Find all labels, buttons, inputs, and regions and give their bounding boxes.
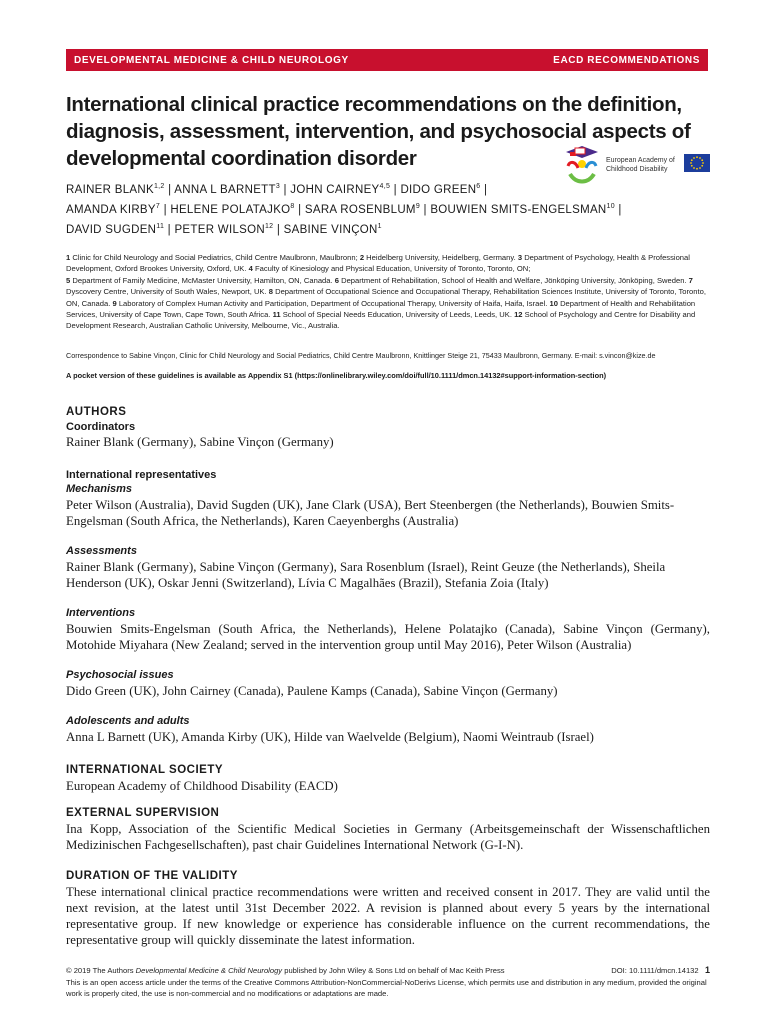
author-name: JOHN CAIRNEY [290,184,380,196]
supervision-text: Ina Kopp, Association of the Scientific Medical Societies in Germany (Arbeitsgemeinschaft der Wissenschaftlichen Medizinischen Fachgesellschaften), past chair Guidelines International Network (G-I-N). [66,822,710,852]
affiliation-text: Department of Occupational Science and Occupational Therapy, Rehabilitation Sciences Institute, University of Toronto, Toronto, ON, Canada. [66,287,706,308]
interventions-section [66,606,710,653]
subsection-heading: Assessments [66,545,137,557]
affiliation-number: 5 [66,275,71,285]
affiliation-number: 4 [248,264,253,274]
validity-text: These international clinical practice recommendations were written and received consent in 2017. They are valid until the next revision, at the latest until 31st December 2022. A revision is planned about every 5 years by the international representative group. If new knowledge or experience has considerable influence on the current recommendations, the representative group will quickly disseminate the latest information. [66,885,710,947]
assessments-section [66,544,710,591]
author-name: BOUWIEN SMITS-ENGELSMAN [430,204,607,216]
author-list [66,180,716,240]
copyright-line [66,965,505,977]
page-footer [66,965,710,1000]
affiliation-number: 8 [268,287,273,297]
international-representatives [66,468,710,529]
author-name: HELENE POLATAJKO [170,204,291,216]
copyright-prefix: © 2019 The Authors [66,966,136,975]
affiliation-text: Faculty of Kinesiology and Physical Education, University of Toronto, Toronto, ON; [254,264,531,274]
author-name: RAINER BLANK [66,184,154,196]
author-name: PETER WILSON [174,224,265,236]
affiliation-text: Department of Psychology, Health & Professional Development, Oxford Brookes University, Oxford, UK. [66,253,690,274]
affiliation-text: Clinic for Child Neurology and Social Pediatrics, Child Centre Maulbronn, Maulbronn; [72,253,358,262]
article-title: International clinical practice recommendations on the definition, diagnosis, assessment, intervention, and psychosocial aspects of developmental coordination disorder [66,93,691,170]
affiliation-number: 11 [272,310,281,320]
author-affiliation-marker: 12 [264,223,274,231]
journal-name: DEVELOPMENTAL MEDICINE & CHILD NEUROLOGY [74,54,349,66]
eacd-logo-text: European Academy of Childhood Disability [606,157,675,173]
author-name: DAVID SUGDEN [66,224,157,236]
affiliation-text: School of Special Needs Education, University of Leeds, Leeds, UK. [282,310,512,320]
journal-header-bar [66,49,708,71]
mechanisms-text: Peter Wilson (Australia), David Sugden (UK), Jane Clark (USA), Bert Steenbergen (the Netherlands), Bouwien Smits-Engelsman (South Africa, the Netherlands), Karen Caeyenberghs (Australia) [66,498,675,528]
affiliation-number: 2 [359,253,365,262]
copyright-journal: Developmental Medicine & Child Neurology [135,966,283,975]
affiliation-number: 10 [549,298,558,308]
author-affiliation-marker: 8 [290,203,295,211]
footer-row [66,965,710,977]
author-name: AMANDA KIRBY [66,204,156,216]
affiliation-number: 6 [334,275,339,285]
validity-section [66,869,710,948]
author-name: SARA ROSENBLUM [304,204,416,216]
author-affiliation-marker: 1,2 [153,183,165,191]
affiliation-text: Heidelberg University, Heidelberg, Germany. [366,253,516,262]
eu-flag-icon [684,154,710,172]
affiliation-number: 12 [514,310,523,320]
section-heading: DURATION OF THE VALIDITY [66,870,238,882]
affiliations [66,252,710,332]
author-affiliation-marker: 9 [415,203,421,211]
page-number: 1 [704,965,710,975]
psychosocial-text: Dido Green (UK), John Cairney (Canada), Paulene Kamps (Canada), Sabine Vinçon (Germany) [66,684,558,698]
doi-link[interactable]: DOI: 10.1111/dmcn.14132 [611,966,699,975]
affiliation-text: School of Psychology and Centre for Disability and Development Research, Australian Catholic University, Melbourne, Vic., Australia. [66,310,696,331]
affiliation-number: 1 [66,253,71,262]
affiliation-text: Laboratory of Complex Human Activity and Participation, Department of Occupational Therapy, University of Haifa, Haifa, Israel. [118,298,548,308]
affiliation-number: 7 [688,275,693,285]
author-affiliation-marker: 6 [476,183,481,191]
author-line-3: DAVID SUGDEN$^{11}$ | PETER WILSON$^{12}$ | SABINE VINÇON$^1$ [66,223,382,236]
supervision-section [66,806,710,853]
affiliation-text: Department of Health and Rehabilitation Services, University of Cape Town, Cape Town, South Africa. [66,298,696,320]
coordinators-text: Rainer Blank (Germany), Sabine Vinçon (Germany) [66,435,334,449]
license-text: This is an open access article under the terms of the Creative Commons Attribution-NonCommercial-NoDerivs License, which permits use and distribution in any medium, provided the original work is properly cited, the use is non-commercial and no modifications or adaptations are made. [66,977,707,999]
author-affiliation-marker: 7 [155,203,161,211]
copyright-suffix: published by John Wiley & Sons Ltd on behalf of Mac Keith Press [282,966,505,975]
section-heading: AUTHORS [66,406,127,418]
authors-section [66,405,710,450]
section-heading: INTERNATIONAL SOCIETY [66,764,224,776]
adolescents-text: Anna L Barnett (UK), Amanda Kirby (UK), Hilde van Waelvelde (Belgium), Naomi Weintraub (Israel) [66,730,594,744]
pocket-version-note: A pocket version of these guidelines is available as Appendix S1 (https://onlinelibrary.wiley.com/doi/full/10.1111/dmcn.14132#support-information-section) [66,371,607,380]
author-affiliation-marker: 1 [377,223,382,231]
correspondence-note: Correspondence to Sabine Vinçon, Clinic for Child Neurology and Social Pediatrics, Child Centre Maulbronn, Knittlinger Steige 21, 75433 Maulbronn, Germany. E-mail: s.vincon@kize.de [66,351,656,360]
author-name: ANNA L BARNETT [174,184,276,196]
author-affiliation-marker: 3 [275,183,281,191]
society-text: European Academy of Childhood Disability (EACD) [66,779,338,793]
affiliation-number: 9 [112,298,117,308]
affiliation-number: 3 [517,253,523,262]
affiliation-text: Department of Rehabilitation, School of Health and Welfare, Jönköping University, Jönköping, Sweden. [341,275,687,285]
author-name: DIDO GREEN [400,184,477,196]
author-affiliation-marker: 4,5 [379,183,391,191]
section-heading: EXTERNAL SUPERVISION [66,807,220,819]
subsection-heading: Adolescents and adults [66,715,190,727]
subsection-heading: Interventions [66,607,136,619]
subsection-heading: International representatives [66,469,217,481]
doi-and-page [611,965,710,977]
author-name: SABINE VINÇON [283,224,378,236]
author-line-1: RAINER BLANK$^{1,2}$ | ANNA L BARNETT$^3$ | JOHN CAIRNEY$^{4,5}$ | DIDO GREEN$^6$ | [66,183,488,196]
interventions-text: Bouwien Smits-Engelsman (South Africa, the Netherlands), Helene Polatajko (Canada), Sabine Vinçon (Germany), Motohide Miyahara (New Zealand; served in the intervention group until May 2016), Peter Wilson (Australia) [66,622,710,652]
subsection-heading: Mechanisms [66,483,133,495]
subsection-heading: Coordinators [66,421,136,433]
society-section [66,763,710,794]
author-affiliation-marker: 11 [156,223,165,231]
author-line-2: AMANDA KIRBY$^7$ | HELENE POLATAJKO$^8$ | SARA ROSENBLUM$^9$ | BOUWIEN SMITS-ENGELSMAN$^{10}$ | [66,203,622,216]
subsection-heading: Psychosocial issues [66,669,174,681]
assessments-text: Rainer Blank (Germany), Sabine Vinçon (Germany), Sara Rosenblum (Israel), Reint Geuze (the Netherlands), Sheila Henderson (UK), Oskar Jenni (Switzerland), Lívia C Magalhães (Brazil), Stefania Zoia (Italy) [66,560,666,590]
section-label: EACD RECOMMENDATIONS [553,54,700,66]
author-affiliation-marker: 10 [606,203,615,211]
affiliation-text: Department of Family Medicine, McMaster University, Hamilton, ON, Canada. [72,275,333,285]
psychosocial-section [66,668,710,699]
affiliation-text: Dyscovery Centre, University of South Wales, Newport, UK. [66,287,267,297]
adolescents-section [66,714,710,745]
